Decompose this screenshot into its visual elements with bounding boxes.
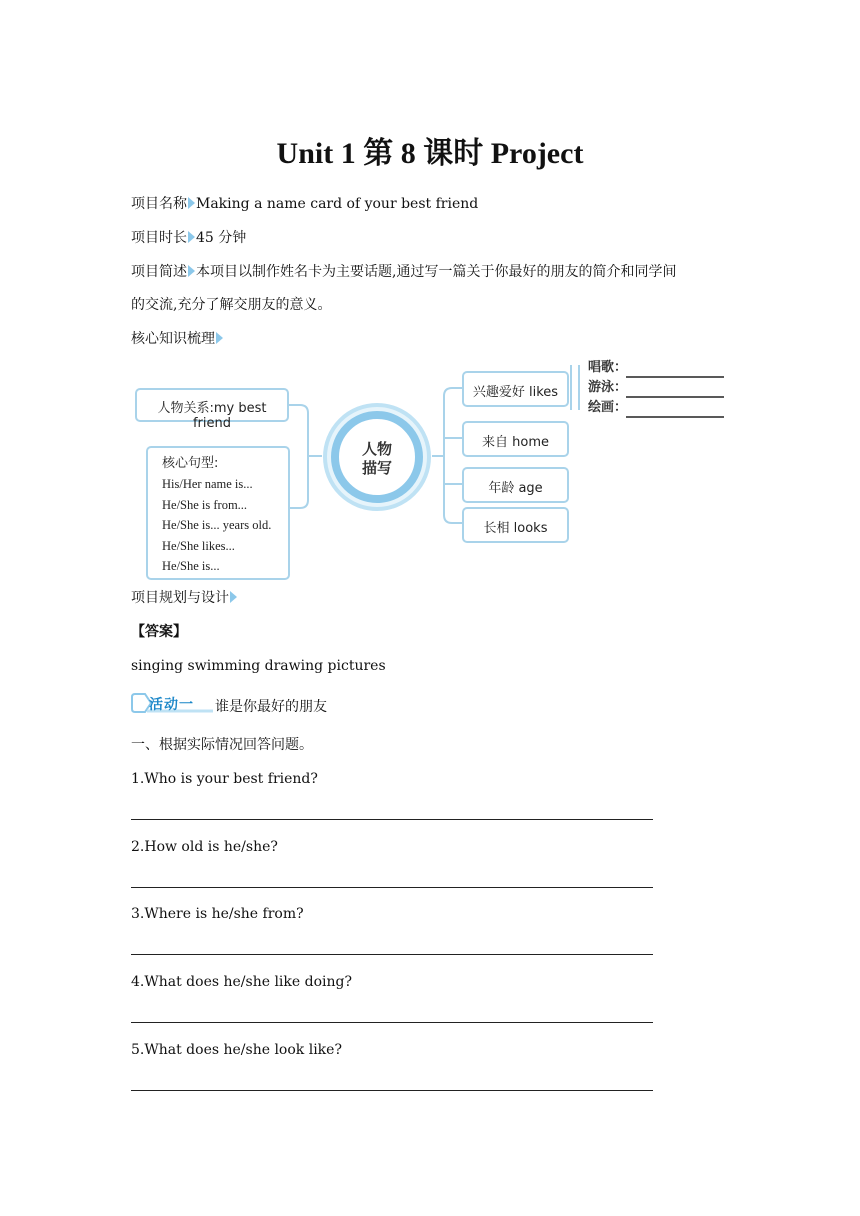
hobby-item: 绘画： bbox=[588, 400, 628, 415]
branch-likes-box bbox=[462, 371, 569, 407]
answer-line-1[interactable] bbox=[131, 819, 653, 820]
branch-likes-text: 兴趣爱好 likes bbox=[472, 385, 559, 400]
branch-looks-box bbox=[462, 507, 569, 543]
sentence-item: He/She likes... bbox=[162, 538, 235, 553]
answer-line-5[interactable] bbox=[131, 1090, 653, 1091]
branch-looks-text: 长相 looks bbox=[483, 521, 548, 536]
sentences-list bbox=[162, 474, 271, 577]
answer-line-3[interactable] bbox=[131, 954, 653, 955]
page-title: Unit 1 第 8 课时 Project bbox=[276, 137, 584, 170]
answer-heading: 【答案】 bbox=[131, 624, 187, 640]
answer-line-4[interactable] bbox=[131, 1022, 653, 1023]
hobby-list bbox=[588, 358, 627, 418]
activity-badge bbox=[131, 693, 213, 713]
branch-home-box bbox=[462, 421, 569, 457]
question-2: 2.How old is he/she? bbox=[131, 839, 278, 855]
planning-label: 项目规划与设计 bbox=[131, 590, 229, 606]
question-4: 4.What does he/she like doing? bbox=[131, 974, 352, 990]
sentences-heading: 核心句型: bbox=[162, 456, 219, 471]
project-desc-text-1: 本项目以制作姓名卡为主要话题,通过写一篇关于你最好的朋友的简介和同学间 bbox=[196, 264, 677, 280]
section-heading: 一、根据实际情况回答问题。 bbox=[131, 737, 313, 753]
project-name-value: Making a name card of your best friend bbox=[196, 196, 479, 212]
triangle-arrow-icon bbox=[230, 591, 237, 603]
hobby-item: 游泳： bbox=[588, 380, 628, 395]
project-duration-value: 45 分钟 bbox=[196, 230, 247, 246]
core-knowledge-label: 核心知识梳理 bbox=[131, 331, 215, 347]
answer-line-2[interactable] bbox=[131, 887, 653, 888]
center-line-2: 描写 bbox=[361, 459, 392, 477]
relation-text: 人物关系:my best friend bbox=[157, 401, 267, 431]
branch-home-text: 来自 home bbox=[482, 435, 549, 450]
project-desc-text-2: 的交流,充分了解交朋友的意义。 bbox=[131, 297, 332, 313]
relation-box bbox=[135, 388, 289, 431]
activity-title: 谁是你最好的朋友 bbox=[215, 699, 327, 715]
hobby-item: 唱歌： bbox=[588, 360, 628, 375]
branch-age-box bbox=[462, 467, 569, 503]
question-5: 5.What does he/she look like? bbox=[131, 1042, 342, 1058]
center-line-1: 人物 bbox=[361, 440, 392, 458]
sentences-box bbox=[146, 446, 290, 580]
branch-age-text: 年龄 age bbox=[488, 481, 543, 496]
sentence-item: He/She is... bbox=[162, 559, 220, 573]
answer-text: singing swimming drawing pictures bbox=[131, 658, 386, 674]
project-name-label: 项目名称 bbox=[131, 196, 187, 212]
mindmap-connectors bbox=[0, 0, 860, 600]
planning-line bbox=[131, 588, 238, 608]
question-1: 1.Who is your best friend? bbox=[131, 771, 318, 787]
project-desc-label: 项目简述 bbox=[131, 264, 187, 280]
sentence-item: His/Her name is... bbox=[162, 477, 253, 491]
project-duration-label: 项目时长 bbox=[131, 230, 187, 246]
mindmap-center bbox=[347, 440, 407, 478]
sentence-item: He/She is... years old. bbox=[162, 518, 272, 532]
activity-badge-text: 活动一 bbox=[149, 697, 194, 713]
sentence-item: He/She is from... bbox=[162, 497, 248, 512]
question-3: 3.Where is he/she from? bbox=[131, 906, 304, 922]
